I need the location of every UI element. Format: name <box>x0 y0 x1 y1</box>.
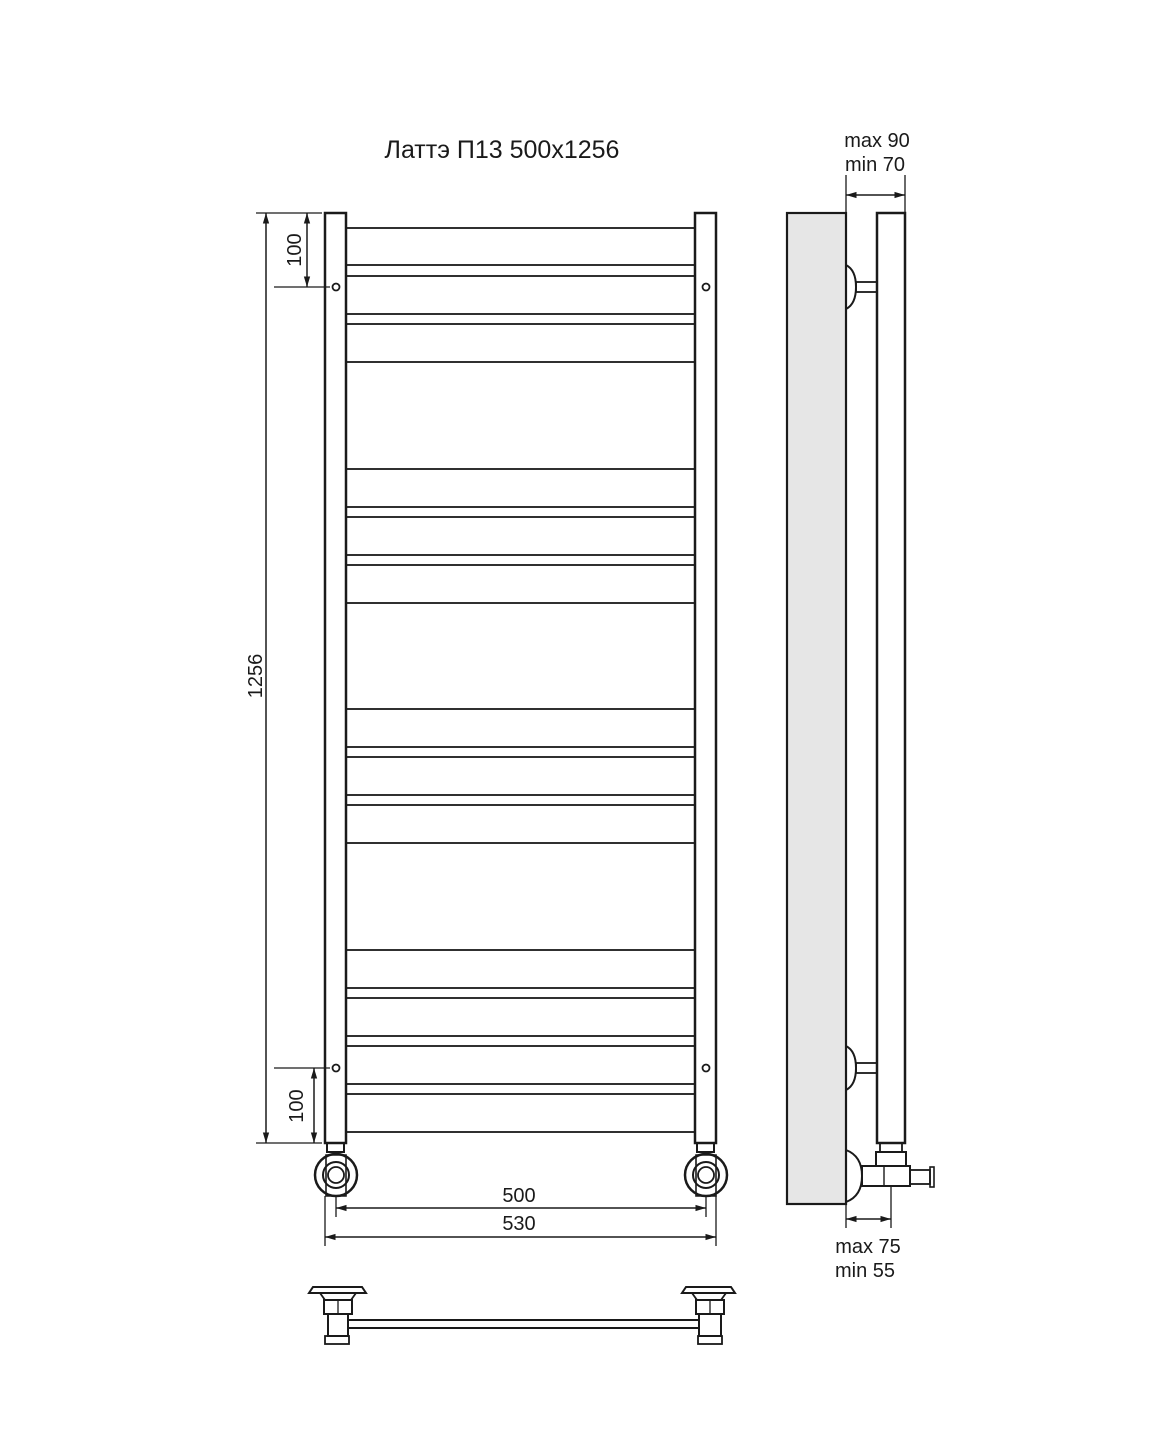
bottom-offset-label: 100 <box>286 1089 308 1123</box>
drawing-title: Латтэ П13 500x1256 <box>384 136 620 164</box>
right-post <box>695 213 716 1143</box>
mount-hole-bottom-right <box>703 1065 710 1072</box>
front-dimensions <box>245 213 716 1246</box>
valve-left <box>315 1143 357 1196</box>
bottom-view-bar <box>348 1320 699 1328</box>
rung-9 <box>346 805 695 843</box>
rung-3 <box>346 324 695 362</box>
mount-hole-top-left <box>333 284 340 291</box>
wall-gap-min-label: min 70 <box>844 154 906 176</box>
rungs-group <box>346 228 695 1132</box>
side-view <box>787 130 934 1282</box>
top-offset-label: 100 <box>284 233 306 267</box>
mount-hole-bottom-left <box>333 1065 340 1072</box>
side-post <box>877 213 905 1143</box>
front-view <box>315 213 727 1196</box>
left-post <box>325 213 346 1143</box>
rung-12 <box>346 1046 695 1084</box>
axis-width-label: 500 <box>502 1185 536 1207</box>
mount-hole-top-right <box>703 284 710 291</box>
rung-8 <box>346 757 695 795</box>
rung-5 <box>346 517 695 555</box>
rung-2 <box>346 276 695 314</box>
rung-10 <box>346 950 695 988</box>
bottom-view <box>309 1287 735 1344</box>
rung-4 <box>346 469 695 507</box>
valve-min-label: min 55 <box>834 1260 896 1282</box>
rung-1 <box>346 228 695 265</box>
height-label: 1256 <box>245 653 267 699</box>
valve-right <box>685 1143 727 1196</box>
rung-11 <box>346 998 695 1036</box>
total-width-label: 530 <box>502 1213 536 1235</box>
valve-max-label: max 75 <box>835 1236 901 1258</box>
wall-gap-max-label: max 90 <box>844 130 910 152</box>
rung-7 <box>346 709 695 747</box>
wall <box>787 213 846 1204</box>
side-valve <box>846 1143 934 1202</box>
rung-13 <box>346 1094 695 1132</box>
rung-6 <box>346 565 695 603</box>
